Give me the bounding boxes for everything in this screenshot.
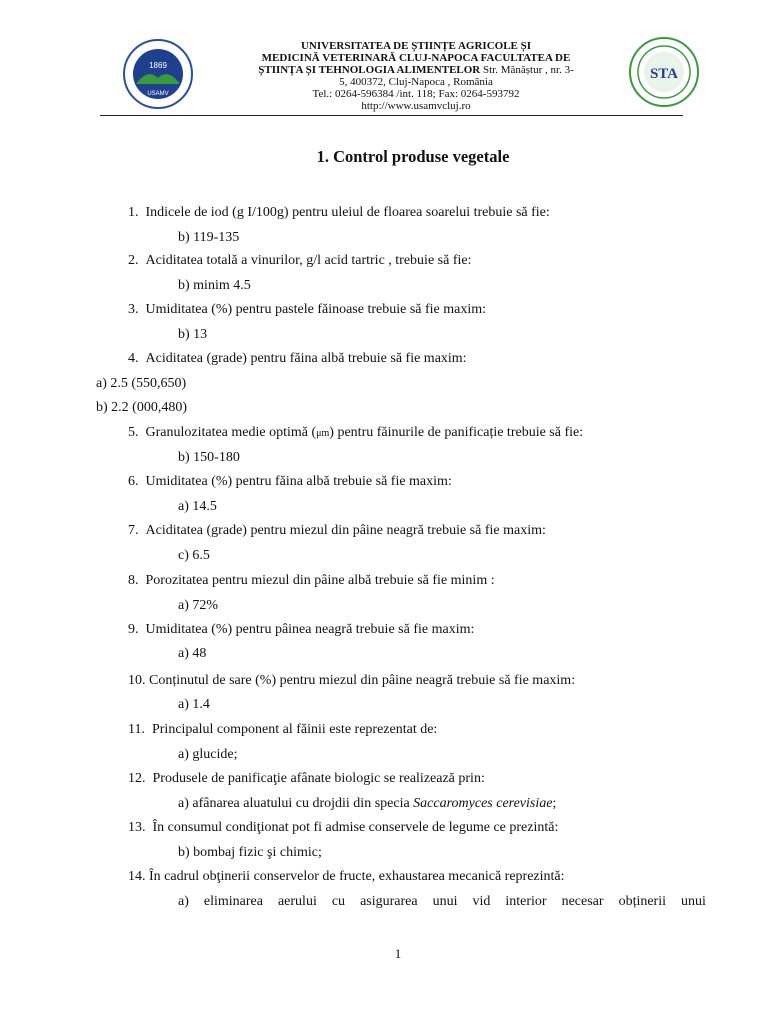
answer-14: a) eliminarea aerului cu asigurarea unui vid interior necesar obținerii unui (178, 894, 706, 909)
answer-1: b) 119-135 (178, 230, 240, 245)
answer-2: b) minim 4.5 (178, 278, 251, 293)
question-10: 10. Conținutul de sare (%) pentru miezul din pâine neagră trebuie să fie maxim: (128, 673, 576, 688)
logo-abbr: USAMV (147, 91, 169, 97)
header-line-6: http://www.usamvcluj.ro (361, 100, 471, 112)
question-4: 4. Aciditatea (grade) pentru făina albă trebuie să fie maxim: (128, 351, 467, 366)
header-divider (100, 115, 683, 116)
question-11: 11. Principalul component al făinii este reprezentat de: (128, 722, 438, 737)
question-1: 1. Indicele de iod (g I/100g) pentru uleiul de floarea soarelui trebuie să fie: (128, 205, 550, 220)
answer-4a: a) 2.5 (550,650) (96, 376, 187, 391)
answer-11: a) glucide; (178, 747, 238, 762)
question-3: 3. Umiditatea (%) pentru pastele făinoase trebuie să fie maxim: (128, 302, 487, 317)
question-8: 8. Porozitatea pentru miezul din pâine albă trebuie să fie minim : (128, 573, 495, 588)
answer-4b: b) 2.2 (000,480) (96, 400, 187, 415)
question-2: 2. Aciditatea totală a vinurilor, g/l acid tartric , trebuie să fie: (128, 253, 472, 268)
header-line-4: 5, 400372, Cluj-Napoca , România (339, 76, 493, 88)
sta-logo (628, 36, 700, 108)
question-7: 7. Aciditatea (grade) pentru miezul din pâine neagră trebuie să fie maxim: (128, 523, 546, 538)
answer-10: a) 1.4 (178, 697, 210, 712)
logo-year: 1869 (149, 61, 167, 70)
header-line-2: MEDICINĂ VETERINARĂ CLUJ-NAPOCA FACULTATEA DE (261, 52, 571, 64)
page-title: 1. Control produse vegetale (316, 147, 510, 166)
answer-3: b) 13 (178, 327, 208, 342)
university-header (222, 40, 610, 112)
question-12: 12. Produsele de panificaţie afânate biologic se realizează prin: (128, 771, 485, 786)
header-line-1: UNIVERSITATEA DE ȘTIINȚE AGRICOLE ȘI (300, 40, 532, 52)
question-14: 14. În cadrul obţinerii conservelor de fructe, exhaustarea mecanică reprezintă: (128, 869, 565, 884)
answer-13: b) bombaj fizic şi chimic; (178, 845, 322, 860)
answer-6: a) 14.5 (178, 499, 217, 514)
answer-8: a) 72% (178, 598, 219, 613)
usamv-logo (122, 38, 194, 110)
answer-12: a) afânarea aluatului cu drojdii din specia Saccaromyces cerevisiae; (178, 796, 557, 811)
logo-sta-text: STA (649, 66, 679, 82)
question-6: 6. Umiditatea (%) pentru făina albă trebuie să fie maxim: (128, 474, 452, 489)
question-9: 9. Umiditatea (%) pentru pâinea neagră trebuie să fie maxim: (128, 622, 475, 637)
header-line-5: Tel.: 0264-596384 /int. 118; Fax: 0264-593792 (312, 88, 520, 100)
question-5: 5. Granulozitatea medie optimă (μm) pentru făinurile de panificație trebuie să fie: (128, 425, 584, 440)
header-line-3: ȘTIINȚA ȘI TEHNOLOGIA ALIMENTELOR Str. Mănăștur , nr. 3- (258, 64, 574, 76)
answer-7: c) 6.5 (178, 548, 210, 563)
question-13: 13. În consumul condiţionat pot fi admise conservele de legume ce prezintă: (128, 820, 559, 835)
answer-9: a) 48 (178, 646, 207, 661)
page-number: 1 (394, 946, 402, 961)
answer-5: b) 150-180 (178, 450, 240, 465)
